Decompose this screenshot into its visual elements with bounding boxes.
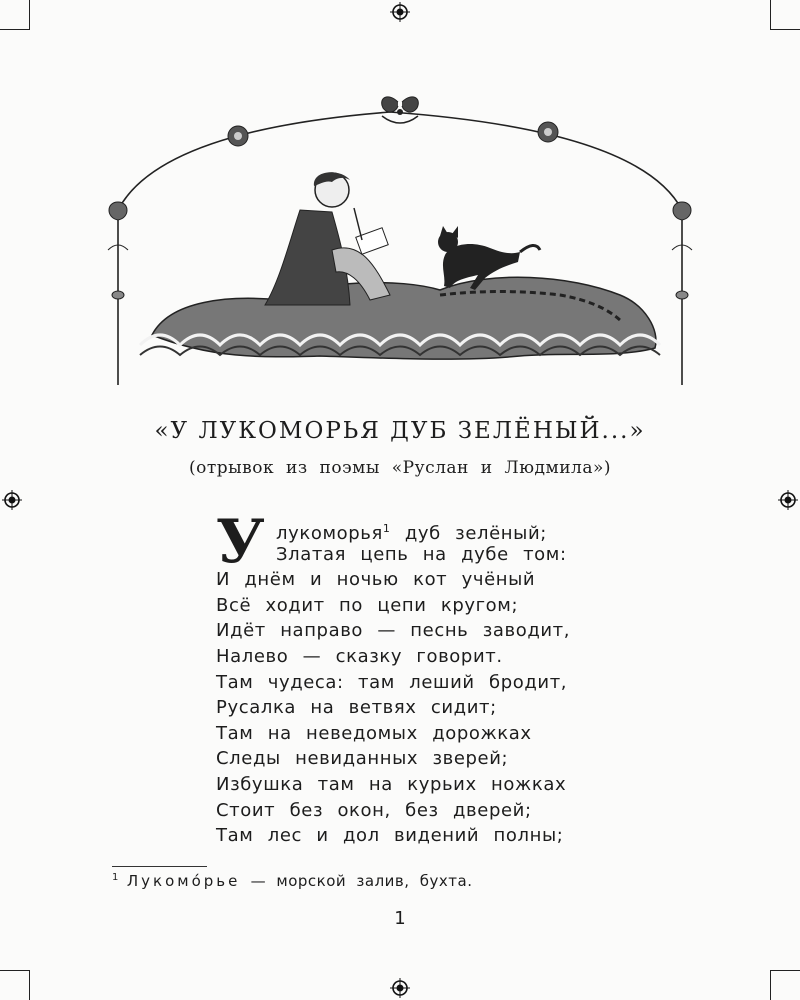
poet-figure bbox=[265, 172, 390, 305]
crop-mark bbox=[770, 970, 800, 971]
crop-mark bbox=[0, 970, 30, 971]
page-number: 1 bbox=[394, 908, 406, 929]
crop-mark bbox=[770, 29, 800, 30]
poem-line-text: дуб зелёный; bbox=[390, 523, 547, 544]
footnote-definition: — морской залив, бухта. bbox=[240, 872, 473, 890]
crop-mark bbox=[770, 0, 771, 30]
poem-line: Избушка там на курьих ножках bbox=[216, 773, 567, 795]
poem-line: Там чудеса: там леший бродит, bbox=[216, 671, 568, 693]
poem-body bbox=[216, 507, 636, 849]
crop-mark bbox=[0, 29, 30, 30]
footnote-ref[interactable]: 1 bbox=[382, 522, 391, 535]
poem-line-text: лукоморья bbox=[276, 523, 383, 544]
rosette-icon bbox=[538, 122, 558, 142]
poem-line: Идёт направо — песнь заводит, bbox=[216, 620, 571, 642]
drop-cap: У bbox=[216, 507, 266, 577]
poem-line: Русалка на ветвях сидит; bbox=[216, 697, 497, 719]
registration-mark-icon bbox=[390, 2, 410, 22]
registration-mark-icon bbox=[2, 490, 22, 510]
footnote-term: Лукомо́рье bbox=[126, 872, 241, 890]
top-ornament-icon bbox=[382, 97, 419, 123]
poem-line: Всё ходит по цепи кругом; bbox=[216, 594, 519, 616]
registration-mark-icon bbox=[778, 490, 798, 510]
footnote-divider bbox=[112, 866, 207, 867]
poem-title: «У ЛУКОМОРЬЯ ДУБ ЗЕЛЁНЫЙ...» bbox=[154, 418, 646, 444]
footnote bbox=[112, 872, 473, 890]
poem-line: Стоит без окон, без дверей; bbox=[216, 799, 532, 821]
footnote-marker: 1 bbox=[112, 872, 119, 883]
poem-line: Налево — сказку говорит. bbox=[216, 645, 503, 667]
registration-mark-icon bbox=[390, 978, 410, 998]
rosette-icon bbox=[228, 126, 248, 146]
poem-subtitle: (отрывок из поэмы «Руслан и Людмила») bbox=[188, 458, 611, 478]
poem-line: Следы невиданных зверей; bbox=[216, 748, 509, 770]
poem-line: Там лес и дол видений полны; bbox=[216, 825, 564, 847]
poem-line: И днём и ночью кот учёный bbox=[216, 569, 536, 591]
header-illustration bbox=[100, 90, 700, 390]
poem-line: Там на неведомых дорожках bbox=[216, 722, 532, 744]
crop-mark bbox=[29, 970, 30, 1000]
crop-mark bbox=[29, 0, 30, 30]
poem-line: Златая цепь на дубе том: bbox=[276, 543, 567, 565]
crop-mark bbox=[770, 970, 771, 1000]
poem-line bbox=[216, 516, 636, 542]
